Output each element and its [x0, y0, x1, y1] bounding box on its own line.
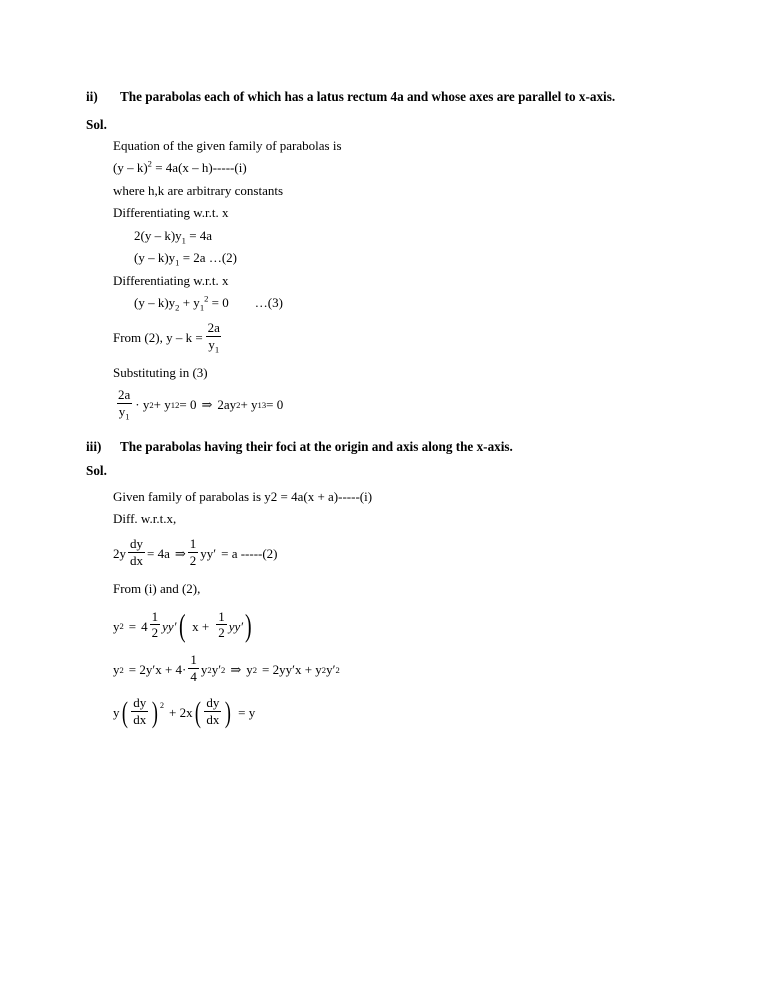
fraction-denominator: 2: [151, 625, 159, 641]
question-heading-ii: [86, 88, 646, 107]
denominator-sub: 1: [125, 411, 130, 422]
eq5-plus-2x: + 2x: [169, 705, 193, 721]
eq-c-mid: + y: [179, 295, 200, 311]
solution-body-iii: [113, 487, 646, 729]
eq-c-exponent: 2: [204, 293, 209, 304]
eq-c-tag: …(3): [254, 295, 283, 311]
fraction-denominator: 2: [189, 552, 197, 568]
eq3-paren-x: x +: [192, 618, 210, 634]
eq-b-sub: 1: [175, 257, 180, 268]
final-term-b: + y: [153, 396, 171, 412]
question-number-iii: iii): [86, 438, 102, 454]
equation-i: [113, 158, 646, 178]
eq-i-exponent: 2: [147, 158, 152, 169]
fraction-dy-dx: [128, 537, 145, 567]
fraction-one-half-a: [150, 610, 161, 640]
denominator-base: y: [118, 403, 126, 419]
fraction-numerator: 1: [151, 608, 159, 624]
equation-2: [134, 248, 646, 268]
line-differentiating-1: Differentiating w.r.t. x: [113, 205, 229, 221]
line-from-i-and-2: From (i) and (2),: [113, 580, 201, 596]
equation-4-iii: y 2 = 2y′x + 4· $\frac{1}{4}$ y 2 y′ 2 ⇒ y 2 = 2yy′x + y 2 y′ 2: [113, 652, 340, 684]
eq4-d: y: [246, 661, 253, 677]
fraction-dy-dx-2: [204, 696, 221, 726]
eq2-lead: 2y: [113, 545, 126, 561]
line-given-family: Given family of parabolas is y2 = 4a(x + a)-----(i): [113, 488, 373, 504]
line-intro: Equation of the given family of parabolas is: [113, 137, 342, 153]
eq2-tail: = a -----(2): [221, 545, 278, 561]
eq-c-post: = 0: [208, 295, 229, 311]
fraction-numerator: 2a: [207, 320, 220, 336]
question-text-iii: The parabolas having their foci at the origin and axis along the x-axis.: [120, 438, 513, 454]
fraction-numerator: dy: [133, 695, 147, 711]
equation-5-final: [113, 695, 646, 729]
eq5-y: y: [113, 705, 120, 721]
fraction-denominator: 2: [218, 625, 225, 641]
question-heading-iii: [86, 438, 646, 457]
eq2-arrow: ⇒: [174, 545, 186, 561]
eq-a-post: = 4a: [185, 227, 213, 243]
equation-a: [134, 226, 646, 246]
fraction-denominator: 4: [190, 668, 197, 684]
line-where-constants: where h,k are arbitrary constants: [113, 182, 284, 198]
eq-a-pre: 2(y – k)y: [134, 227, 182, 243]
final-arrow: ⇒: [201, 396, 213, 412]
eq4-b: y: [200, 661, 208, 677]
eq-c-sub-2: 2: [175, 302, 180, 313]
equation-3-iii: y 2 = 4 $\frac{1}{2}$ yy′ ( x + $\frac{1}{2}$ yy′ ): [113, 611, 646, 641]
eq3-yy-prime-2: yy′: [228, 618, 244, 634]
fraction-numerator: 1: [218, 608, 225, 624]
document-content: [86, 88, 646, 735]
line-substituting: Substituting in (3): [113, 365, 208, 381]
line-differentiating-2: Differentiating w.r.t. x: [113, 272, 229, 288]
fraction-numerator: 2a: [118, 386, 131, 402]
eq4-f: y′: [326, 661, 336, 677]
eq-i-rhs: = 4a(x – h)-----(i): [151, 160, 247, 176]
final-term-d: 2ay: [217, 396, 237, 412]
equation-2-iii: [113, 535, 646, 569]
parenthesis-group: ( x + $\frac{1}{2}$ yy′ ): [178, 607, 252, 643]
eq4-equals-1: = 2y′x + 4·: [128, 661, 187, 677]
fraction-2a-over-y1-second: [116, 386, 132, 422]
question-number-ii: ii): [86, 89, 98, 104]
eq4-arrow: ⇒: [230, 661, 242, 677]
fraction-denominator: [206, 336, 221, 355]
eq4-a: y: [113, 661, 120, 677]
eq-c-pre: (y – k)y: [134, 295, 176, 311]
eq-a-sub: 1: [181, 235, 186, 246]
eq5-exponent: 2: [160, 701, 165, 711]
fraction-numerator: 1: [190, 652, 197, 668]
eq-c-sub-1: 1: [199, 302, 205, 313]
solution-label-iii: Sol.: [86, 462, 107, 478]
eq2-mid: = 4a: [147, 545, 170, 561]
final-term-c: = 0: [179, 396, 197, 412]
denominator-sub: 1: [214, 344, 220, 355]
equation-3: [134, 293, 646, 313]
eq3-equals: =: [128, 618, 137, 634]
solution-label-ii: Sol.: [86, 116, 107, 132]
solution-body-ii: [113, 136, 646, 420]
equation-from-2: [113, 320, 646, 355]
fraction-numerator: dy: [206, 695, 220, 711]
fraction-denominator: dx: [130, 552, 143, 568]
eq-b-post: = 2a …(2): [179, 250, 237, 266]
final-term-f: = 0: [266, 396, 284, 412]
eq2-yy-prime: yy′: [200, 545, 217, 561]
fraction-one-half: [188, 537, 199, 567]
from-2-label: From (2), y – k =: [113, 330, 203, 346]
eq4-c: y′: [211, 661, 222, 677]
parenthesis-group-dydx-2: ( $\frac{dy}{dx}$ ): [194, 695, 232, 729]
fraction-one-quarter: [188, 653, 199, 683]
eq3-yy-prime: yy′: [162, 618, 177, 634]
fraction-2a-over-y1: [206, 320, 222, 355]
fraction-numerator: 1: [189, 535, 197, 551]
fraction-dy-dx-1: [131, 696, 148, 726]
fraction-denominator: dx: [133, 711, 147, 727]
denominator-base: y: [208, 336, 215, 352]
question-text-ii: The parabolas each of which has a latus rectum 4a and whose axes are parallel to x-axis.: [120, 89, 616, 104]
eq4-equals-2: = 2yy′x + y: [262, 661, 322, 677]
eq5-tail: = y: [238, 705, 256, 721]
final-term-e: + y: [240, 396, 258, 412]
eq3-y: y: [113, 618, 120, 634]
fraction-denominator: [117, 403, 132, 422]
equation-final-ii: $\frac{2a}{y_1}$ · y 2 + y 1 2 = 0 ⇒ 2ay 2 + y 1 3 = 0: [118, 386, 284, 422]
eq-i-lhs: (y – k): [113, 160, 148, 176]
fraction-one-half-b: [216, 610, 227, 640]
eq-b-pre: (y – k)y: [134, 250, 176, 266]
eq3-four: 4: [141, 618, 148, 634]
fraction-numerator: dy: [130, 535, 143, 551]
parenthesis-group-dydx-1: ( $\frac{dy}{dx}$ ) 2: [121, 695, 165, 729]
final-term-a: · y: [135, 396, 150, 412]
line-diff-wrt-x: Diff. w.r.t.x,: [113, 511, 177, 527]
fraction-denominator: dx: [206, 711, 220, 727]
